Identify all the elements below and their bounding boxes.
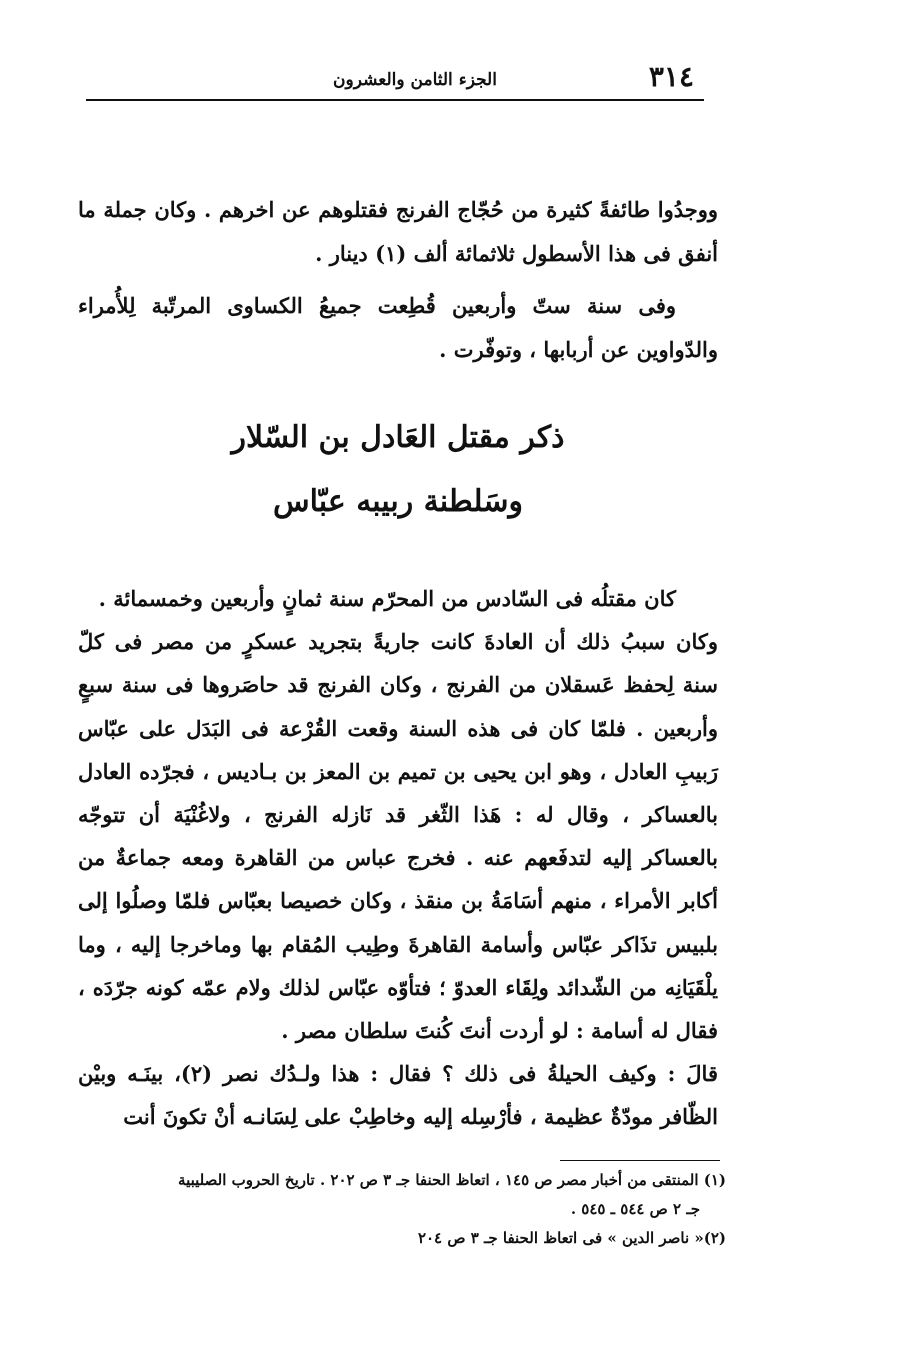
page-number: ٣١٤	[648, 60, 694, 93]
footnotes	[78, 1166, 726, 1253]
header-rule	[86, 99, 704, 101]
footnote-1-continuation: جـ ٢ ص ٥٤٤ ـ ٥٤٥ .	[570, 1200, 700, 1218]
footnote-1: (١) المنتقى من أخبار مصر ص ١٤٥ ، اتعاظ الحنفا جـ ٣ ص ٢٠٢ . تاريخ الحروب الصليبية	[178, 1171, 726, 1189]
paragraph: كان مقتلُه فى السّادس من المحرّم سنة ثمانٍ وأربعين وخمسمائة .	[98, 586, 676, 611]
running-header	[86, 58, 704, 98]
section-title-line-2: وسَلطنة ربيبه عبّاس	[273, 484, 523, 519]
paragraph: ووجدُوا طائفةً كثيرة من حُجّاج الفرنج فقتلوهم عن اخرهم . وكان جملة ما أنفق فى هذا الأسطول ثلاثمائة ألف (١) دينار .	[78, 197, 718, 266]
footnote-2: (٢)« ناصر الدين » فى اتعاظ الحنفا جـ ٣ ص ٢٠٤	[417, 1229, 726, 1247]
section-title-line-1: ذكر مقتل العَادل بن السّلار	[231, 420, 565, 455]
paragraph: وفى سنة ستّ وأربعين قُطِعت جميعُ الكساوى المرتّبة لِلأُمراء والدّواوين عن أربابها ، وتوفّرت .	[78, 293, 718, 362]
top-text-block	[78, 188, 718, 372]
footnote-rule	[560, 1160, 720, 1161]
main-text-block	[78, 577, 718, 1139]
running-title: الجزء الثامن والعشرون	[333, 70, 497, 90]
paragraph: وكان سببُ ذلك أن العادةَ كانت جاريةً بتجريد عسكرٍ من مصر فى كلّ سنة لِحفظ عَسقلان من الفرنج ، وكان الفرنج قد حاصَروها فى سنة سبعٍ وأربعين . فلمّا كان فى هذه السنة وقعت القُرْعة فى البَدَل على عبّاس رَبيبِ العادل ، وهو ابن يحيى بن تميم بن المعز بن بـاديس ، فجرّده العادل بالعساكر ، وقال له : هَذا الثّغر قد نَازله الفرنج ، ولاغُنْيَة أن تتوجّه بالعساكر إليه لتدفَعهم عنه . فخرج عباس من القاهرة ومعه جماعةٌ من أكابر الأمراء ، منهم أسَامَةُ بن منقذ ، وكان خصيصا بعبّاس فلمّا وصلُوا إلى بلبيس تذَاكر عبّاس وأسامة القاهرةَ وطِيب المُقام بها وماخرجا إليه ، وما يلْقَيَانِه من الشّدائد ولِقَاء العدوّ ؛ فتأوّه عبّاس لذلك ولام عمّه كونه جرّدَه ، فقال له أسامة : لو أردت أنتَ كُنتَ سلطان مصر .	[78, 629, 718, 1044]
paragraph: قالَ : وكيف الحيلةُ فى ذلك ؟ فقال : هذا ولـدُك نصر (٢)، بينَـه وبيْن الظّافر مودّةٌ عظيمة ، فأرْسِله إليه وخاطِبْ على لِسَانـه أنْ تكونَ أنت	[78, 1061, 718, 1130]
